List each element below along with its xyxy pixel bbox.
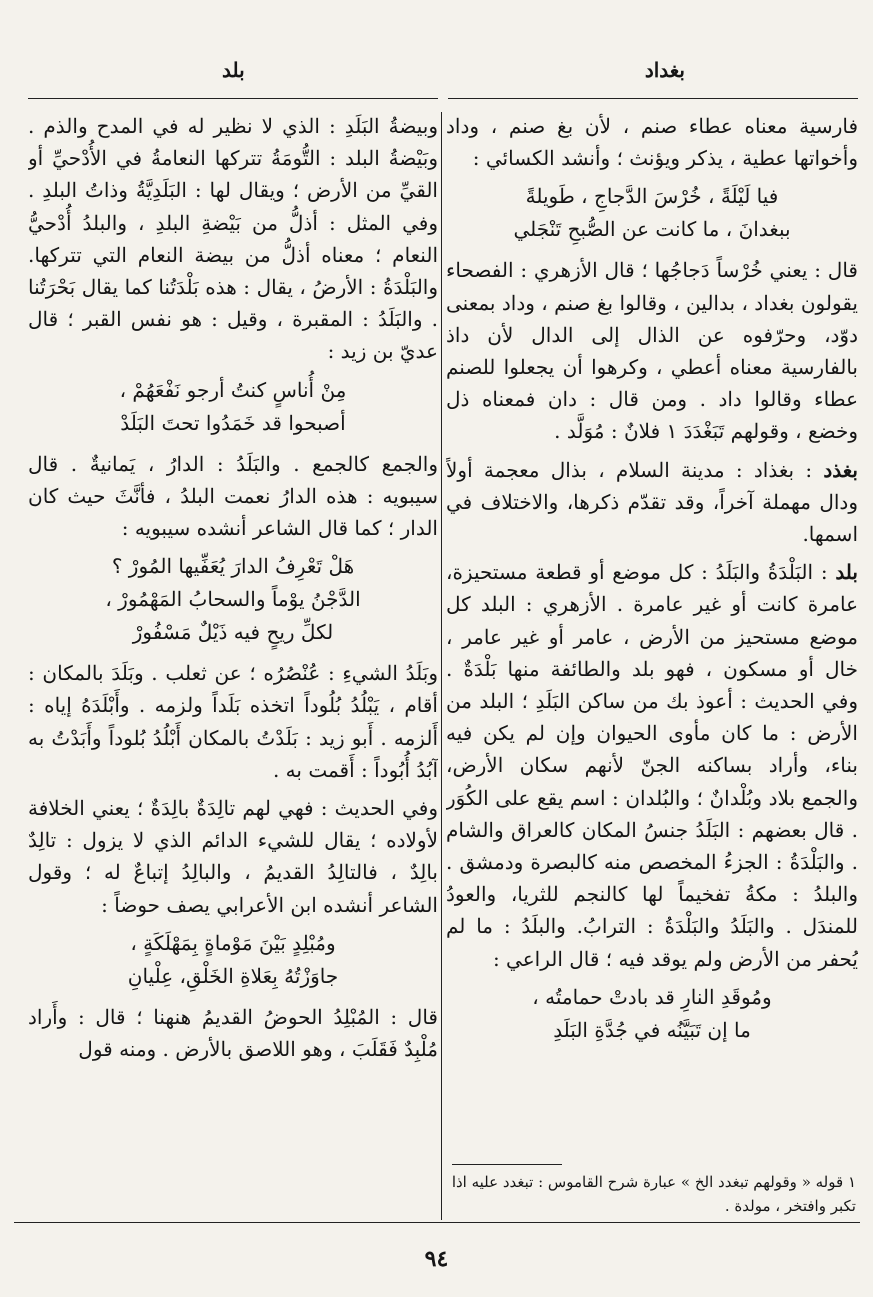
verse-line: لكلِّ ريحٍ فيه ذَيْلٌ مَسْفُورْ bbox=[132, 620, 334, 645]
paragraph: فارسية معناه عطاء صنم ، لأن بغ صنم ، وداد وأخواتها عطية ، يذكر ويؤنث ؛ وأنشد الكسائي : bbox=[446, 114, 858, 171]
verse-line: فيا لَيْلَةً ، خُرْسَ الدَّجاجِ ، طَويلةً bbox=[525, 184, 779, 209]
paragraph: وفي الحديث : فهي لهم تالِدَةٌ بالِدَةٌ ؛ يعني الخلافة لأولاده ؛ يقال للشيء الدائم الذي لا يزول : تالِدٌ بالِدٌ ، فالتالِدُ القديمُ ، والبالِدُ إتباعٌ له ؛ وقول الشاعر أنشده ابن الأعرابي يصف حوضاً : bbox=[28, 796, 438, 917]
verse-line: ببغدانَ ، ما كانت عن الصُّبحِ تَنْجَلي bbox=[513, 217, 791, 242]
verse bbox=[446, 180, 858, 246]
column-divider bbox=[441, 112, 442, 1220]
verse bbox=[28, 550, 438, 649]
paragraph: والجمع كالجمع . والبَلَدُ : الدارُ ، يَمانيةٌ . قال سيبويه : هذه الدارُ نعمت البلدُ ، فأنَّثَ حيث كان الدار ؛ كما قال الشاعر أنشده سيبويه : bbox=[28, 451, 438, 541]
bottom-rule bbox=[14, 1222, 860, 1223]
paragraph: وبَلَدُ الشيءِ : عُنْصُرُه ؛ عن ثعلب . وبَلَدَ بالمكان : أقام ، يَبْلُدُ بُلُوداً اتخذه بَلَداً ولزمه . وأَبْلَدَهُ إياه : أَلزمه . أَبو زيد : بَلَدْتُ بالمكان أَبْلُدُ بُلوداً وأَبَدْتُ به آبُدُ أُبُوداً : أَقمت به . bbox=[28, 661, 438, 782]
paragraph: قال : المُبْلِدُ الحوضُ القديمُ هنهنا ؛ قال : وأَراد مُلْبِدٌ فَقَلَبَ ، وهو اللاصق بالأرض . ومنه قول bbox=[28, 1004, 438, 1062]
footnote-rule bbox=[452, 1164, 562, 1165]
footnote: ١ قوله « وقولهم تبغدد الخ » عبارة شرح القاموس : تبغدد عليه اذا تكبر وافتخر ، مولدة . bbox=[451, 1173, 856, 1215]
header-rule-right bbox=[448, 98, 858, 99]
verse-line: ما إن تَبَيَّنُه في جُدَّةِ البَلَدِ bbox=[553, 1017, 751, 1042]
entry-headword: بلد bbox=[835, 560, 858, 585]
verse bbox=[28, 927, 438, 993]
verse-line: ومُبْلِدٍ بَيْنَ مَوْماةٍ بِمَهْلَكَةٍ ، bbox=[130, 930, 336, 955]
verse-line: جاوَزْتُهُ بِعَلاةِ الخَلْقِ، عِلْيانِ bbox=[127, 963, 339, 988]
entry-baghdhad bbox=[446, 454, 858, 551]
paragraph: وبيضةُ البَلَدِ : الذي لا نظير له في المدح والذم . وبَيْضةُ البلد : التُّومَةُ تتركها النعامةُ في الأُدْحيِّ أو القيِّ من الأرض ؛ ويقال لها : البَلَدِيَّةُ وذاتُ البلدِ . وفي المثل : أذلُّ من بَيْضةِ البلدِ ، والبلدُ أُدْحيُّ النعام ؛ معناه أذلُّ من بيضة النعام التي تتركها. والبَلْدَةُ : الأرضُ ، يقال : هذه بَلْدَتُنا كما يقال بَحْرَتُنا . والبَلَدُ : المقبرة ، وقيل : هو نفس القبر ؛ قال عديّ بن زيد : bbox=[28, 114, 438, 364]
page-number: ٩٤ bbox=[424, 1246, 449, 1272]
paragraph: قال : يعني خُرْساً دَجاجُها ؛ قال الأزهري : الفصحاء يقولون بغداد ، بدالين ، وقالوا بغ صنم ، وداد بمعنى دوّد، وحرّفوه عن الذال إلى الدال لأن داذ بالفارسية معناه أعطي ، وكرهوا أن يجعلوا للصنم عطاء وقالوا داد . ومن قال : دان فمعناه ذل وخضع ، وقولهم تَبَغْدَدَ ١ فلانٌ : مُوَلَّد . bbox=[446, 258, 858, 444]
verse-line: الدَّجْنُ يوْماً والسحابُ المَهْمُورْ ، bbox=[105, 587, 361, 612]
verse-line: مِنْ أُناسٍ كنتُ أرجو نَفْعَهُمْ ، bbox=[119, 377, 347, 402]
left-column bbox=[28, 110, 438, 1220]
header-rule-left bbox=[28, 98, 438, 99]
right-column bbox=[446, 110, 858, 1220]
verse-line: أصبحوا قد خَمَدُوا تحتَ البَلَدْ bbox=[120, 410, 346, 435]
entry-text: : بغذاد : مدينة السلام ، بذال معجمة أولاً ودال مهملة آخراً، وقد تقدّم ذكرها، والاختلاف في اسمها. bbox=[446, 457, 858, 547]
header-right-word: بغداد bbox=[644, 58, 685, 82]
verse-line: ومُوقَدِ النارِ قد بادتْ حمامتُه ، bbox=[532, 984, 772, 1009]
verse-line: هَلْ تَعْرِفُ الدارَ يُعَفِّيها المُورْ ؟ bbox=[111, 554, 355, 579]
entry-text: : البَلْدَةُ والبَلَدُ : كل موضع أو قطعة مستحيزة، عامرة كانت أو غير عامرة . الأزهري : البلد كل موضع مستحيز من الأرض ، عامر أو غير عامر ، خال أو مسكون ، فهو بلد والطائفة منها بَلْدَةٌ . وفي الحديث : أعوذ بك من ساكن البَلَدِ ؛ البلد من الأرض : ما كان مأوى الحيوان وإن لم يكن فيه بناء، وأراد بساكنه الجنّ لأنهم سكان الأرض، والجمع بلاد وبُلْدانٌ ؛ والبُلدان : اسم يقع على الكُوَر . قال بعضهم : البَلَدُ جنسُ المكان كالعراق والشام . والبَلْدَةُ : الجزءُ المخصص منه كالبصرة ودمشق . والبلدُ : مكةُ تفخيماً لها كالنجم للثريا، والعودُ للمندَل . والبَلَدُ والبَلْدَةُ : الترابُ. والبلَدُ : ما لم يُحفر من الأرض ولم يوقد فيه ؛ قال الراعي : bbox=[446, 560, 858, 971]
header-left-word: بلد bbox=[222, 58, 245, 82]
entry-balad bbox=[446, 556, 858, 975]
verse bbox=[28, 374, 438, 440]
entry-headword: بغذد bbox=[823, 457, 858, 482]
verse bbox=[446, 981, 858, 1047]
